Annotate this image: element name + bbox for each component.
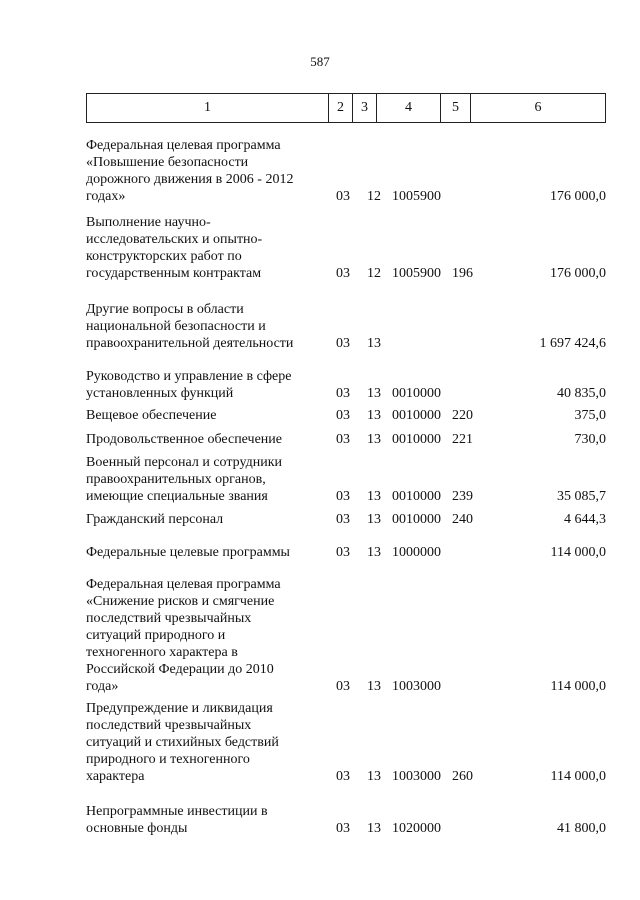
row-description: Выполнение научно- исследовательских и опытно- конструкторских работ по государственным контрактам — [86, 215, 263, 281]
row-target-article: 0010000 — [392, 408, 441, 423]
row-amount: 114 000,0 — [550, 545, 606, 560]
row-expense-type: 260 — [452, 769, 473, 784]
row-subsection: 13 — [367, 769, 381, 784]
row-description: Федеральные целевые программы — [86, 545, 290, 560]
row-section: 03 — [336, 189, 350, 204]
row-target-article: 1005900 — [392, 266, 441, 281]
row-expense-type: 240 — [452, 512, 473, 527]
row-section: 03 — [336, 489, 350, 504]
page-number: 587 — [310, 54, 330, 69]
row-subsection: 13 — [367, 386, 381, 401]
row-subsection: 13 — [367, 489, 381, 504]
row-subsection: 13 — [367, 336, 381, 351]
row-description: Федеральная целевая программа «Снижение рисков и смягчение последствий чрезвычайных ситуаций природного и техногенного характера в Российской Федерации до 2010 года» — [86, 577, 281, 694]
table-row — [86, 301, 606, 352]
row-target-article: 1005900 — [392, 189, 441, 204]
table-row — [86, 544, 606, 561]
row-amount: 176 000,0 — [550, 266, 606, 281]
row-description: Другие вопросы в области национальной безопасности и правоохранительной деятельности — [86, 302, 294, 351]
row-subsection: 13 — [367, 821, 381, 836]
header-col-4: 4 — [377, 94, 441, 122]
table-row — [86, 137, 606, 205]
row-amount: 375,0 — [574, 408, 606, 423]
row-target-article: 0010000 — [392, 489, 441, 504]
header-col-5: 5 — [441, 94, 471, 122]
table-row — [86, 803, 606, 837]
table-header — [86, 93, 606, 123]
row-amount: 176 000,0 — [550, 189, 606, 204]
row-amount: 40 835,0 — [557, 386, 606, 401]
row-target-article: 1003000 — [392, 679, 441, 694]
table-row — [86, 368, 606, 402]
header-col-3: 3 — [353, 94, 377, 122]
table-row — [86, 454, 606, 505]
row-amount: 114 000,0 — [550, 769, 606, 784]
row-subsection: 13 — [367, 512, 381, 527]
row-amount: 35 085,7 — [557, 489, 606, 504]
row-amount: 730,0 — [574, 432, 606, 447]
table-row — [86, 407, 606, 424]
header-col-6: 6 — [534, 100, 542, 115]
row-description: Руководство и управление в сфере установленных функций — [86, 369, 292, 401]
row-expense-type: 220 — [452, 408, 473, 423]
row-description: Военный персонал и сотрудники правоохранительных органов, имеющие специальные звания — [86, 455, 282, 504]
row-section: 03 — [336, 545, 350, 560]
row-description: Федеральная целевая программа «Повышение безопасности дорожного движения в 2006 - 2012 годах» — [86, 138, 294, 204]
row-section: 03 — [336, 432, 350, 447]
row-target-article: 1020000 — [392, 821, 441, 836]
header-col-2: 2 — [329, 94, 353, 122]
row-subsection: 13 — [367, 545, 381, 560]
row-expense-type: 221 — [452, 432, 473, 447]
row-section: 03 — [336, 408, 350, 423]
row-section: 03 — [336, 336, 350, 351]
row-description: Гражданский персонал — [86, 512, 224, 527]
row-description: Предупреждение и ликвидация последствий чрезвычайных ситуаций и стихийных бедствий природного и техногенного характера — [86, 701, 279, 784]
row-section: 03 — [336, 386, 350, 401]
row-section: 03 — [336, 769, 350, 784]
row-subsection: 13 — [367, 679, 381, 694]
row-target-article: 0010000 — [392, 386, 441, 401]
row-amount: 1 697 424,6 — [539, 336, 606, 351]
row-section: 03 — [336, 821, 350, 836]
row-subsection: 13 — [367, 432, 381, 447]
row-description: Вещевое обеспечение — [86, 408, 217, 423]
row-subsection: 12 — [367, 189, 381, 204]
row-section: 03 — [336, 266, 350, 281]
row-amount: 4 644,3 — [564, 512, 606, 527]
table-row — [86, 214, 606, 282]
row-target-article: 1003000 — [392, 769, 441, 784]
row-expense-type: 239 — [452, 489, 473, 504]
row-target-article: 1000000 — [392, 545, 441, 560]
row-subsection: 12 — [367, 266, 381, 281]
table-row — [86, 431, 606, 448]
header-col-1: 1 — [87, 94, 329, 122]
row-amount: 41 800,0 — [557, 821, 606, 836]
row-amount: 114 000,0 — [550, 679, 606, 694]
row-expense-type: 196 — [452, 266, 473, 281]
row-subsection: 13 — [367, 408, 381, 423]
table-row — [86, 576, 606, 695]
table-row — [86, 511, 606, 528]
row-description: Непрограммные инвестиции в основные фонды — [86, 804, 268, 836]
row-section: 03 — [336, 679, 350, 694]
row-description: Продовольственное обеспечение — [86, 432, 282, 447]
table-row — [86, 700, 606, 785]
row-target-article: 0010000 — [392, 512, 441, 527]
row-section: 03 — [336, 512, 350, 527]
row-target-article: 0010000 — [392, 432, 441, 447]
